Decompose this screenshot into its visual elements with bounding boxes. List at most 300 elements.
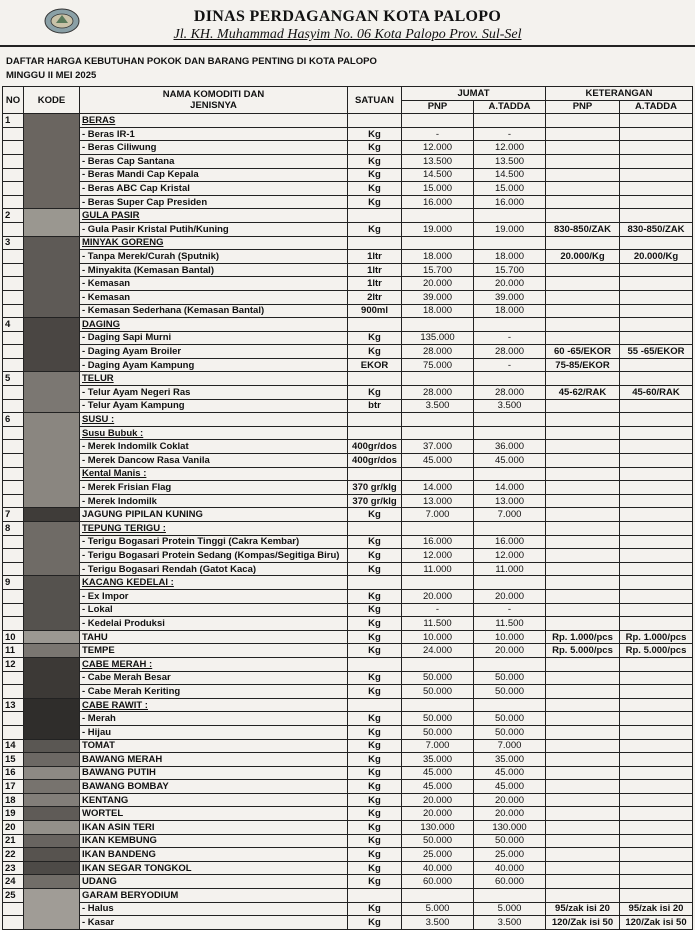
commodity-name: UDANG [80,875,348,889]
unit-cell: Kg [348,154,402,168]
price-atadda [474,372,546,386]
price-pnp [402,698,474,712]
table-row [3,562,693,576]
price-pnp: 14.500 [402,168,474,182]
commodity-name: - Ex Impor [80,589,348,603]
table-row [3,589,693,603]
table-row [3,236,693,250]
note-pnp [546,141,620,155]
bird-chili-photo-icon [24,698,80,739]
row-number: 19 [3,807,24,821]
milkfish-photo-icon [24,848,80,862]
row-number [3,263,24,277]
commodity-name: - Merek Frisian Flag [80,481,348,495]
unit-cell [348,114,402,128]
price-pnp: 50.000 [402,834,474,848]
commodity-name: - Kedelai Produksi [80,617,348,631]
note-pnp [546,154,620,168]
commodity-name: - Beras Cap Santana [80,154,348,168]
unit-cell: Kg [348,902,402,916]
unit-cell: Kg [348,861,402,875]
note-pnp [546,535,620,549]
table-row [3,902,693,916]
price-pnp: 7.000 [402,739,474,753]
document-title: DAFTAR HARGA KEBUTUHAN POKOK DAN BARANG PENTING DI KOTA PALOPO [6,56,377,67]
price-atadda: 20.000 [474,807,546,821]
price-pnp: 50.000 [402,725,474,739]
commodity-name: - Kemasan Sederhana (Kemasan Bantal) [80,304,348,318]
commodity-name: - Daging Ayam Broiler [80,345,348,359]
note-pnp [546,494,620,508]
note-pnp [546,780,620,794]
commodity-name: - Kemasan [80,277,348,291]
note-pnp [546,861,620,875]
price-atadda: 18.000 [474,304,546,318]
price-pnp: 35.000 [402,753,474,767]
note-pnp [546,277,620,291]
row-number [3,549,24,563]
table-row [3,712,693,726]
note-pnp [546,454,620,468]
note-pnp [546,603,620,617]
row-number [3,195,24,209]
unit-cell: Kg [348,508,402,522]
col-atadda-header: A.TADDA [474,100,546,114]
price-pnp: 12.000 [402,141,474,155]
price-atadda: 7.000 [474,739,546,753]
unit-cell: Kg [348,168,402,182]
unit-cell: 900ml [348,304,402,318]
tofu-photo-icon [24,630,80,644]
note-atadda [620,304,693,318]
note-atadda [620,889,693,903]
row-number [3,902,24,916]
price-pnp: 28.000 [402,386,474,400]
note-atadda [620,277,693,291]
flour-photo-icon [24,522,80,576]
commodity-name: - Terigu Bogasari Protein Sedang (Kompas/Segitiga Biru) [80,549,348,563]
price-pnp: 15.000 [402,182,474,196]
unit-cell: 400gr/dos [348,440,402,454]
commodity-name: - Beras ABC Cap Kristal [80,182,348,196]
unit-cell: 2ltr [348,290,402,304]
commodity-name: - Cabe Merah Besar [80,671,348,685]
price-pnp: 25.000 [402,848,474,862]
note-atadda [620,331,693,345]
red-chili-photo-icon [24,657,80,698]
table-row [3,250,693,264]
price-atadda: 20.000 [474,644,546,658]
anchovy-photo-icon [24,821,80,835]
table-row [3,304,693,318]
note-atadda [620,127,693,141]
table-row [3,644,693,658]
price-atadda: 10.000 [474,630,546,644]
row-number: 9 [3,576,24,590]
commodity-name: - Terigu Bogasari Protein Tinggi (Cakra Kembar) [80,535,348,549]
cooking-oil-photo-icon [24,236,80,318]
unit-cell: Kg [348,821,402,835]
note-pnp [546,576,620,590]
tomato-photo-icon [24,739,80,753]
price-atadda: 130.000 [474,821,546,835]
price-pnp: 20.000 [402,793,474,807]
note-atadda [620,426,693,440]
note-atadda [620,617,693,631]
price-pnp: 135.000 [402,331,474,345]
note-pnp [546,657,620,671]
commodity-name: JAGUNG PIPILAN KUNING [80,508,348,522]
row-number [3,617,24,631]
price-atadda [474,236,546,250]
corn-photo-icon [24,508,80,522]
price-atadda [474,576,546,590]
commodity-name: - Cabe Merah Keriting [80,685,348,699]
price-pnp: 60.000 [402,875,474,889]
note-atadda [620,290,693,304]
note-atadda [620,141,693,155]
price-pnp: 50.000 [402,712,474,726]
letterhead [0,0,695,44]
note-pnp [546,712,620,726]
unit-cell: 400gr/dos [348,454,402,468]
row-number [3,345,24,359]
note-pnp [546,698,620,712]
unit-cell: Kg [348,549,402,563]
price-atadda [474,426,546,440]
row-number [3,589,24,603]
note-pnp: 45-62/RAK [546,386,620,400]
row-number [3,331,24,345]
note-atadda [620,712,693,726]
row-number: 5 [3,372,24,386]
note-atadda [620,671,693,685]
note-pnp [546,127,620,141]
price-atadda: 35.000 [474,753,546,767]
row-number [3,712,24,726]
table-row [3,725,693,739]
table-row [3,848,693,862]
col-note-atadda-header: A.TADDA [620,100,693,114]
commodity-name: - Daging Sapi Murni [80,331,348,345]
commodity-name: GARAM BERYODIUM [80,889,348,903]
price-pnp [402,522,474,536]
table-row [3,290,693,304]
note-atadda [620,780,693,794]
mackerel-photo-icon [24,834,80,848]
row-number: 11 [3,644,24,658]
table-row [3,576,693,590]
unit-cell: Kg [348,875,402,889]
price-atadda [474,698,546,712]
unit-cell: btr [348,399,402,413]
table-row [3,426,693,440]
price-pnp: 45.000 [402,454,474,468]
table-header [3,87,693,114]
price-atadda: 11.500 [474,617,546,631]
note-atadda: 120/Zak isi 50 [620,916,693,930]
note-pnp: 20.000/Kg [546,250,620,264]
table-row [3,793,693,807]
note-atadda [620,861,693,875]
table-row [3,386,693,400]
commodity-name: GULA PASIR [80,209,348,223]
note-atadda [620,535,693,549]
table-row [3,263,693,277]
price-pnp: 24.000 [402,644,474,658]
row-number [3,454,24,468]
col-notes-header: KETERANGAN [546,87,693,101]
price-pnp [402,413,474,427]
price-pnp [402,467,474,481]
price-atadda: - [474,358,546,372]
note-pnp [546,766,620,780]
unit-cell: Kg [348,780,402,794]
note-atadda [620,154,693,168]
price-atadda: 45.000 [474,454,546,468]
table-row [3,114,693,128]
table-row [3,549,693,563]
note-atadda [620,603,693,617]
document-week: MINGGU II MEI 2025 [6,70,97,81]
note-pnp [546,168,620,182]
row-number [3,494,24,508]
row-number: 6 [3,413,24,427]
unit-cell: Kg [348,712,402,726]
price-atadda: 7.000 [474,508,546,522]
unit-cell: Kg [348,535,402,549]
sugar-photo-icon [24,209,80,236]
note-atadda [620,358,693,372]
price-pnp: 12.000 [402,549,474,563]
note-atadda [620,413,693,427]
unit-cell [348,522,402,536]
garlic-photo-icon [24,766,80,780]
commodity-name: - Tanpa Merek/Curah (Sputnik) [80,250,348,264]
note-atadda [620,685,693,699]
unit-cell: 370 gr/klg [348,494,402,508]
table-row [3,209,693,223]
unit-cell [348,372,402,386]
col-unit-header: SATUAN [348,87,402,114]
price-atadda [474,413,546,427]
unit-cell: Kg [348,753,402,767]
price-atadda: 11.000 [474,562,546,576]
row-number [3,562,24,576]
price-pnp: 3.500 [402,916,474,930]
commodity-name: - Lokal [80,603,348,617]
note-pnp [546,413,620,427]
commodity-name: TEPUNG TERIGU : [80,522,348,536]
note-pnp [546,739,620,753]
price-pnp: 16.000 [402,535,474,549]
unit-cell: Kg [348,562,402,576]
row-number: 8 [3,522,24,536]
table-body [3,114,693,930]
price-atadda: 13.500 [474,154,546,168]
commodity-name: - Kemasan [80,290,348,304]
price-atadda: 16.000 [474,535,546,549]
price-pnp: 20.000 [402,277,474,291]
price-pnp [402,372,474,386]
note-atadda: 830-850/ZAK [620,222,693,236]
price-atadda: 3.500 [474,916,546,930]
price-atadda: 20.000 [474,793,546,807]
table-row [3,440,693,454]
commodity-name: - Merek Indomilk Coklat [80,440,348,454]
commodity-name: - Beras Mandi Cap Kepala [80,168,348,182]
note-atadda [620,372,693,386]
row-number: 10 [3,630,24,644]
unit-cell: Kg [348,685,402,699]
note-pnp [546,508,620,522]
note-pnp [546,549,620,563]
commodity-name: KACANG KEDELAI : [80,576,348,590]
commodity-name: BAWANG MERAH [80,753,348,767]
row-number [3,127,24,141]
price-atadda: 14.500 [474,168,546,182]
table-row [3,345,693,359]
row-number: 18 [3,793,24,807]
price-pnp: 50.000 [402,671,474,685]
commodity-name: IKAN KEMBUNG [80,834,348,848]
unit-cell: Kg [348,222,402,236]
unit-cell: EKOR [348,358,402,372]
shallot-photo-icon [24,753,80,767]
unit-cell [348,236,402,250]
row-number: 21 [3,834,24,848]
unit-cell: Kg [348,739,402,753]
table-row [3,821,693,835]
commodity-name: - Hijau [80,725,348,739]
note-pnp [546,331,620,345]
price-pnp: - [402,127,474,141]
price-pnp: 11.000 [402,562,474,576]
note-pnp [546,426,620,440]
commodity-name: IKAN SEGAR TONGKOL [80,861,348,875]
price-atadda [474,209,546,223]
col-day-header: JUMAT [402,87,546,101]
price-atadda: 28.000 [474,386,546,400]
row-number: 23 [3,861,24,875]
unit-cell: Kg [348,630,402,644]
price-atadda: 50.000 [474,725,546,739]
note-pnp [546,807,620,821]
row-number: 7 [3,508,24,522]
soybean-photo-icon [24,576,80,630]
price-pnp: 18.000 [402,304,474,318]
price-pnp: 15.700 [402,263,474,277]
table-row [3,127,693,141]
price-pnp: 13.000 [402,494,474,508]
unit-cell: Kg [348,807,402,821]
note-pnp [546,589,620,603]
table-row [3,522,693,536]
note-atadda [620,494,693,508]
price-atadda: 14.000 [474,481,546,495]
note-atadda [620,725,693,739]
price-atadda: 36.000 [474,440,546,454]
table-row [3,195,693,209]
price-pnp: 10.000 [402,630,474,644]
row-number [3,426,24,440]
note-pnp [546,440,620,454]
row-number: 15 [3,753,24,767]
table-row [3,467,693,481]
row-number [3,386,24,400]
row-number: 16 [3,766,24,780]
price-pnp: 50.000 [402,685,474,699]
unit-cell: Kg [348,671,402,685]
col-no-header: NO [3,87,24,114]
note-atadda [620,522,693,536]
commodity-name: - Telur Ayam Kampung [80,399,348,413]
table-row [3,141,693,155]
price-atadda: 25.000 [474,848,546,862]
row-number [3,399,24,413]
note-atadda [620,766,693,780]
price-atadda [474,522,546,536]
note-pnp [546,889,620,903]
commodity-name: Susu Bubuk : [80,426,348,440]
col-name-header-line2: JENISNYA [190,100,237,112]
note-atadda [620,182,693,196]
price-pnp: 3.500 [402,399,474,413]
note-atadda: 45-60/RAK [620,386,693,400]
table-row [3,154,693,168]
row-number: 25 [3,889,24,903]
note-atadda [620,549,693,563]
row-number [3,250,24,264]
commodity-name: DAGING [80,318,348,332]
table-row [3,780,693,794]
row-number: 13 [3,698,24,712]
price-pnp: 20.000 [402,807,474,821]
table-row [3,739,693,753]
price-pnp: 37.000 [402,440,474,454]
unit-cell: Kg [348,766,402,780]
price-atadda: 50.000 [474,685,546,699]
table-row [3,454,693,468]
unit-cell: 1ltr [348,250,402,264]
meat-photo-icon [24,318,80,372]
price-atadda: 15.000 [474,182,546,196]
note-atadda: Rp. 1.000/pcs [620,630,693,644]
price-atadda: 28.000 [474,345,546,359]
table-row [3,685,693,699]
price-pnp: 19.000 [402,222,474,236]
commodity-name: TEMPE [80,644,348,658]
note-atadda [620,454,693,468]
note-pnp [546,671,620,685]
price-pnp: 39.000 [402,290,474,304]
col-name-header [80,87,348,114]
row-number: 17 [3,780,24,794]
commodity-name: KENTANG [80,793,348,807]
commodity-name: - Halus [80,902,348,916]
note-atadda [620,834,693,848]
note-pnp [546,263,620,277]
unit-cell: 370 gr/klg [348,481,402,495]
note-atadda: 55 -65/EKOR [620,345,693,359]
row-number [3,290,24,304]
table-row [3,182,693,196]
row-number: 14 [3,739,24,753]
unit-cell: Kg [348,617,402,631]
row-number: 24 [3,875,24,889]
onion-photo-icon [24,780,80,794]
table-row [3,413,693,427]
